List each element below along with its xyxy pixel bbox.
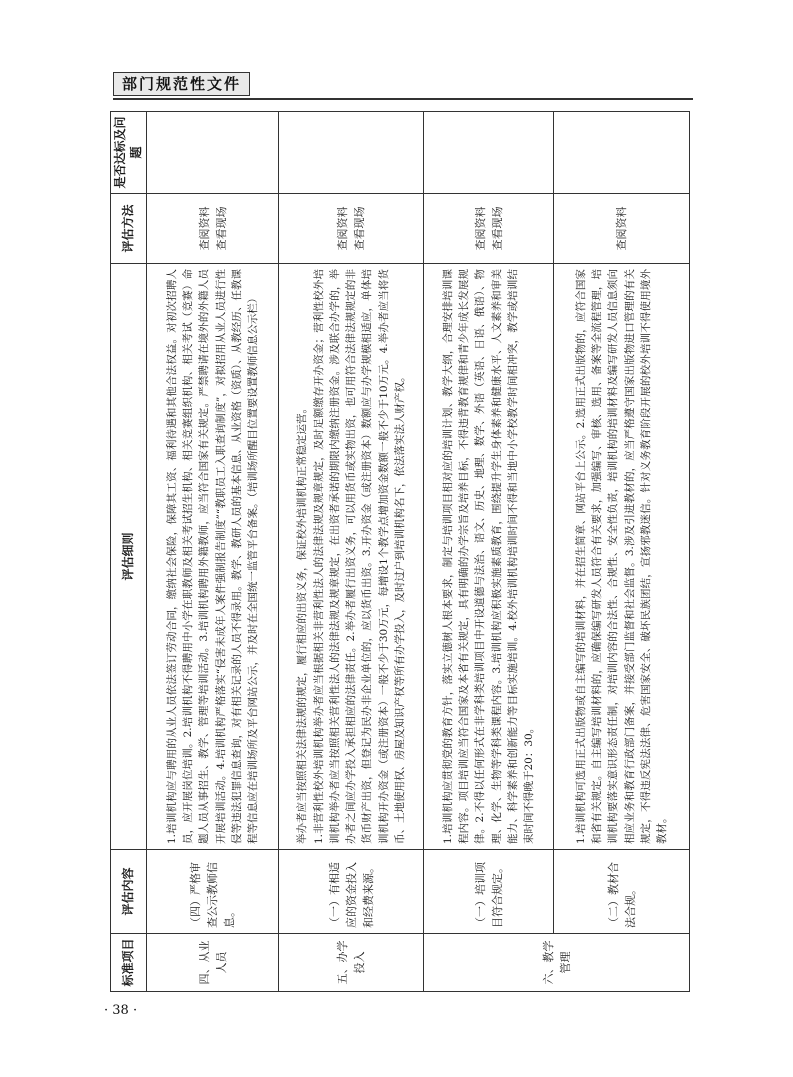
evaluation-method: 查阅资料 查看现场 — [147, 194, 279, 264]
compliance-result — [147, 112, 279, 194]
standard-item: 五、办学投入 — [279, 934, 424, 992]
evaluation-method: 查阅资料 — [554, 194, 690, 264]
table-header-row — [111, 112, 147, 992]
detail-paragraph: 举办者应当按照相关法律法规的规定，履行相应的出资义务，保证校外培训机构正常稳定运营。 — [296, 403, 309, 844]
evaluation-content: （一）有相适应的资金投入和经费来源。 — [279, 850, 424, 934]
page-number: · 38 · — [104, 1003, 138, 1018]
table-row — [424, 112, 554, 992]
evaluation-method: 查阅资料 查看现场 — [424, 194, 554, 264]
column-header-method: 评估方法 — [111, 194, 147, 264]
rotated-table-inner — [110, 112, 690, 992]
evaluation-details — [424, 264, 554, 850]
evaluation-details — [147, 264, 279, 850]
column-header-content: 评估内容 — [111, 850, 147, 934]
header-rule — [113, 98, 693, 100]
standard-item: 六、教学管理 — [424, 934, 690, 992]
detail-paragraph: 1.培训机构应贯彻党的教育方针，落实立德树人根本要求，制定与培训项目相对应的培训计划、教学大纲，合理安排培训课程内容。项目培训应当符合国家及本省有关规定，具有明确的办学宗旨及培养目标，不得违背教育规律和青少年成长发展规律。2.不得以任何形式在非学科类培训项目中开设道德与法治、语文、历史、地理、数学、外语（英语、日语、俄语）、物理、化学、生物等学科类课程内容。3.培训机构应积极实施素质教育，围绕提升学生身体素养和健康水平、人文素养和审美能力、科学素养和创新能力等目标实施培训。4.校外培训机构培训时间不得和当地中小学校教学时间相冲突，教学或培训结束时间不得晚于20：30。 — [441, 269, 536, 844]
column-header-result: 是否达标及问题 — [111, 112, 147, 194]
compliance-result — [424, 112, 554, 194]
detail-paragraph: 1.培训机构应与聘用的从业人员依法签订劳动合同，缴纳社会保险，保障其工资、福利待遇和其他合法权益。对初次招聘人员，应开展岗位培训。2.培训机构不得聘用中小学在职教师及相关考试招生机构、相关竞赛组织机构、相关考试（竞赛）命题人员从事招生、教学、管理等培训活动。3.培训机构聘用外籍教师，应当符合国家有关规定。严禁聘请在境外的外籍人员开展培训活动。4.培训机构严格落实“侵害未成年人案件强制报告制度”“教职员工入职查询制度”，对拟招用从业人员进行性侵等违法犯罪信息查询，对有相关记录的人员不得录用。教学、教研人员的基本信息、从业资格（资质）、从教经历、任教课程等信息应在培训场所及平台网站公示，并及时在全国统一监管平台备案。（培训场所醒目位置要设置教师信息公示栏） — [165, 269, 260, 844]
evaluation-details — [279, 264, 424, 850]
evaluation-content: （一）培训项目符合规定。 — [424, 850, 554, 934]
evaluation-details — [554, 264, 690, 850]
column-header-item: 标准项目 — [111, 934, 147, 992]
rotated-table-container — [110, 112, 690, 992]
compliance-result — [554, 112, 690, 194]
detail-paragraph: 1.培训机构可选用正式出版物或自主编写的培训材料，并在招生简章、网站平台上公示。2.选用正式出版物的，应符合国家和省有关规定。自主编写培训材料的，应确保编写研发人员符合有关要求，加强编写、审核、选用、备案等全流程管理，培训机构要落实意识形态责任制，对培训内容的合法性、合规性、安全性负责，培训机构的培训材料及编写研发人员信息须向相应业务和教育行政部门备案，并接受部门监督和社会监督。3.涉及引进教材的，应当严格遵守国家出版物进口管理的有关规定，不得违反宪法法律、危害国家安全、破坏民族团结，宣扬邪教迷信。针对义务教育阶段开展的校外培训不得使用境外教材。 — [574, 269, 669, 844]
evaluation-method: 查阅资料 查看现场 — [279, 194, 424, 264]
header-title: 部门规范性文件 — [113, 72, 250, 96]
table-row — [279, 112, 424, 992]
detail-paragraph: 1.非营利性校外培训机构举办者应当根据相关非营利性法人的法律法规及规章规定，及时足额缴存开办资金；营利性校外培训机构举办者应当按照相关营利性法人的法律法规及规章规定，在出资者承诺的期限内缴纳注册资金。涉及联合办学的，举办者之间应办学投入承担相应的法律责任。2.举办者履行出资义务，可以用货币或实物出资，也可用符合法律法规规定的非货币财产出资，但登记为民办非企业单位的，应以货币出资。3.开办资金（或注册资本）数额应与办学规模相适应，单体培训机构开办资金（或注册资本）一般不少于30万元，每增设1个教学点增加资金数额一般不少于10万元。4.举办者应当将货币、土地使用权、房屋及知识产权等所有办学投入，及时过户到培训机构名下，依法落实法人财产权。 — [312, 269, 406, 844]
table-row — [554, 112, 690, 992]
evaluation-table — [110, 111, 690, 992]
evaluation-content: （四）严格审查公示教师信息。 — [147, 850, 279, 934]
column-header-details: 评估细则 — [111, 264, 147, 850]
evaluation-content: （二）教材合法合规。 — [554, 850, 690, 934]
standard-item: 四、从业人员 — [147, 934, 279, 992]
compliance-result — [279, 112, 424, 194]
table-row — [147, 112, 279, 992]
